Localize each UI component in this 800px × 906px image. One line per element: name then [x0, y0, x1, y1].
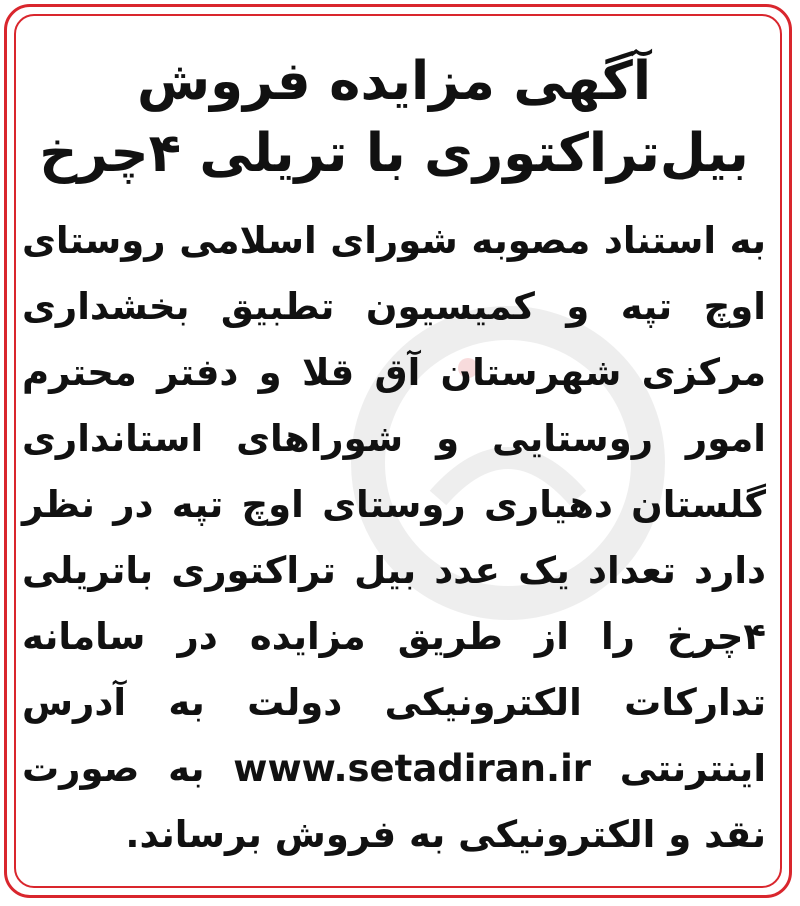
notice-title — [22, 46, 766, 190]
title-line-2: بیل‌تراکتوری با تریلی ۴چرخ — [39, 123, 749, 184]
notice-body — [22, 208, 766, 868]
notice-content — [22, 46, 766, 868]
title-line-1: آگهی مزایده فروش — [136, 51, 651, 112]
body-text-part-1: به استناد مصوبه شورای اسلامی روستای اوچ تپه و کمیسیون تطبیق بخشداری مرکزی شهرستان آق قلا و دفتر محترم امور روستایی و شوراهای استانداری گلستان دهیاری روستای اوچ تپه در نظر دارد تعداد یک عدد بیل تراکتوری باتریلی ۴چرخ را از طریق مزایده در سامانه تدارکات الکترونیکی دولت به آدرس اینترنتی — [22, 219, 766, 790]
website-url: www.setadiran.ir — [233, 747, 591, 790]
body-text-part-2: به صورت نقد و الکترونیکی به فروش برساند. — [22, 747, 766, 856]
